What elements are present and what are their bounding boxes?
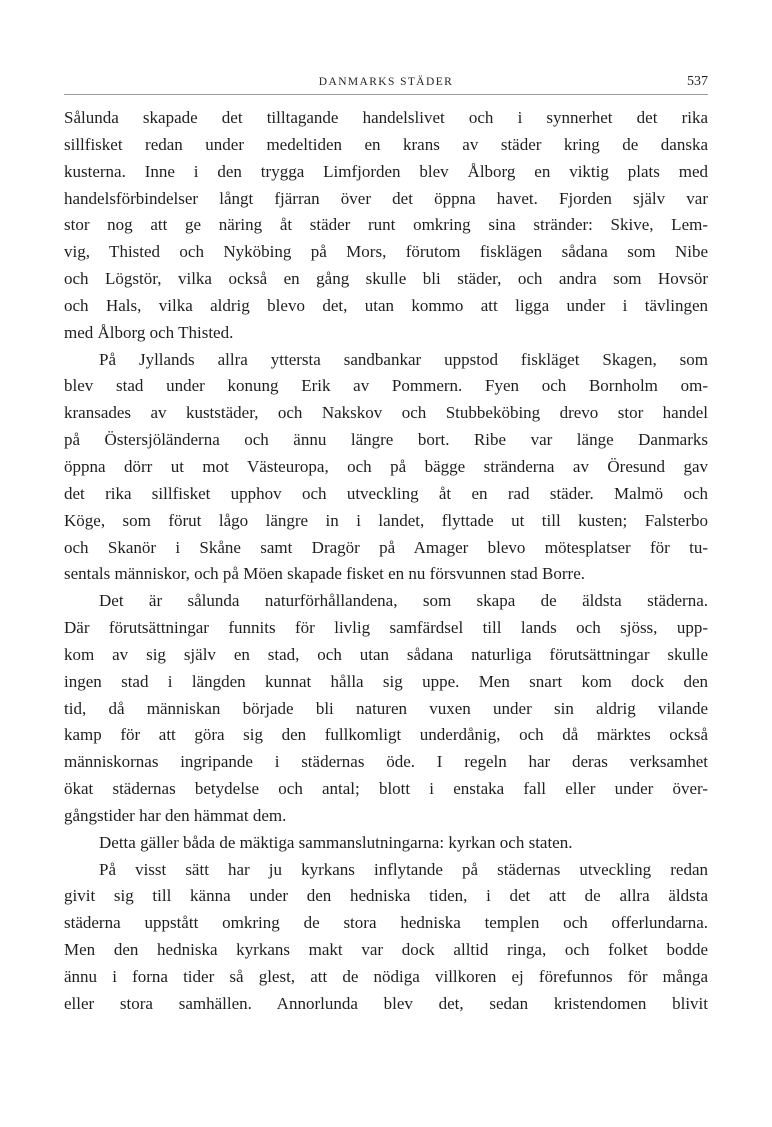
text-line: kamp för att göra sig den fullkomligt underdånig, och då märktes också (64, 725, 708, 745)
text-line: städerna uppstått omkring de stora hedniska templen och offerlundarna. (64, 913, 708, 933)
paragraph (64, 347, 708, 589)
text-line: Köge, som förut lågo längre in i landet, flyttade ut till kusten; Falsterbo (64, 510, 708, 530)
text-line: Detta gäller båda de mäktiga sammanslutningarna: kyrkan och staten. (99, 832, 573, 852)
paragraph (64, 857, 708, 1018)
text-line: på Östersjöländerna och ännu längre bort. Ribe var länge Danmarks (64, 430, 708, 450)
body-text (64, 105, 708, 1018)
header-rule (64, 94, 708, 95)
text-line: det rika sillfisket upphov och utveckling åt en rad städer. Malmö och (64, 483, 708, 503)
text-line: Där förutsättningar funnits för livlig samfärdsel till lands och sjöss, upp- (64, 618, 708, 638)
text-line: och Skanör i Skåne samt Dragör på Amager blevo mötesplatser för tu- (64, 537, 708, 557)
text-line: Sålunda skapade det tilltagande handelslivet och i synnerhet det rika (64, 108, 708, 127)
paragraph (64, 105, 708, 347)
text-line: sentals människor, och på Möen skapade fisket en nu försvunnen stad Borre. (64, 564, 585, 584)
text-line: På Jyllands allra yttersta sandbankar uppstod fiskläget Skagen, som (99, 349, 708, 369)
page-number: 537 (687, 74, 708, 89)
text-line: och Hals, vilka aldrig blevo det, utan kommo att ligga under i tävlingen (64, 295, 708, 315)
text-line: tid, då människan började bli naturen vuxen under sin aldrig vilande (64, 698, 708, 718)
text-line: vig, Thisted och Nyköbing på Mors, förutom fisklägen sådana som Nibe (64, 242, 708, 262)
text-line: handelsförbindelser långt fjärran över det öppna havet. Fjorden själv var (64, 188, 708, 208)
text-line: ingen stad i längden kunnat hålla sig uppe. Men snart kom dock den (64, 671, 708, 691)
text-line: och Lögstör, vilka också en gång skulle bli städer, och andra som Hovsör (64, 269, 708, 289)
running-head: DANMARKS STÄDER (318, 76, 454, 88)
text-line: eller stora samhällen. Annorlunda blev det, sedan kristendomen blivit (64, 993, 708, 1013)
text-line: Men den hedniska kyrkans makt var dock alltid ringa, och folket bodde (64, 940, 708, 960)
text-line: med Ålborg och Thisted. (64, 322, 234, 342)
text-line: blev stad under konung Erik av Pommern. Fyen och Bornholm om- (64, 376, 708, 396)
text-line: gångstider har den hämmat dem. (64, 805, 287, 825)
paragraph (64, 588, 708, 830)
text-line: givit sig till känna under den hedniska tiden, i det att de allra äldsta (64, 886, 708, 906)
text-line: ännu i forna tider så glest, att de nödiga villkoren ej förefunnos för många (64, 967, 708, 986)
text-line: stor nog att ge näring åt städer runt omkring sina stränder: Skive, Lem- (64, 215, 708, 235)
page-header (64, 73, 708, 91)
paragraph (64, 830, 708, 857)
text-line: ökat städernas betydelse och antal; blott i enstaka fall eller under över- (64, 779, 708, 799)
text-line: sillfisket redan under medeltiden en krans av städer kring de danska (64, 134, 708, 154)
text-line: kransades av kuststäder, och Nakskov och Stubbeköbing drevo stor handel (64, 403, 708, 423)
text-line: På visst sätt har ju kyrkans inflytande på städernas utveckling redan (99, 859, 708, 879)
text-line: kusterna. Inne i den trygga Limfjorden blev Ålborg en viktig plats med (64, 161, 708, 181)
text-line: öppna dörr ut mot Västeuropa, och på bägge stränderna av Öresund gav (64, 456, 708, 476)
text-line: människornas ingripande i städernas öde. I regeln har deras verksamhet (64, 752, 708, 772)
text-line: Det är sålunda naturförhållandena, som skapa de äldsta städerna. (99, 591, 708, 611)
text-line: kom av sig själv en stad, och utan sådana naturliga förutsättningar skulle (64, 644, 708, 664)
